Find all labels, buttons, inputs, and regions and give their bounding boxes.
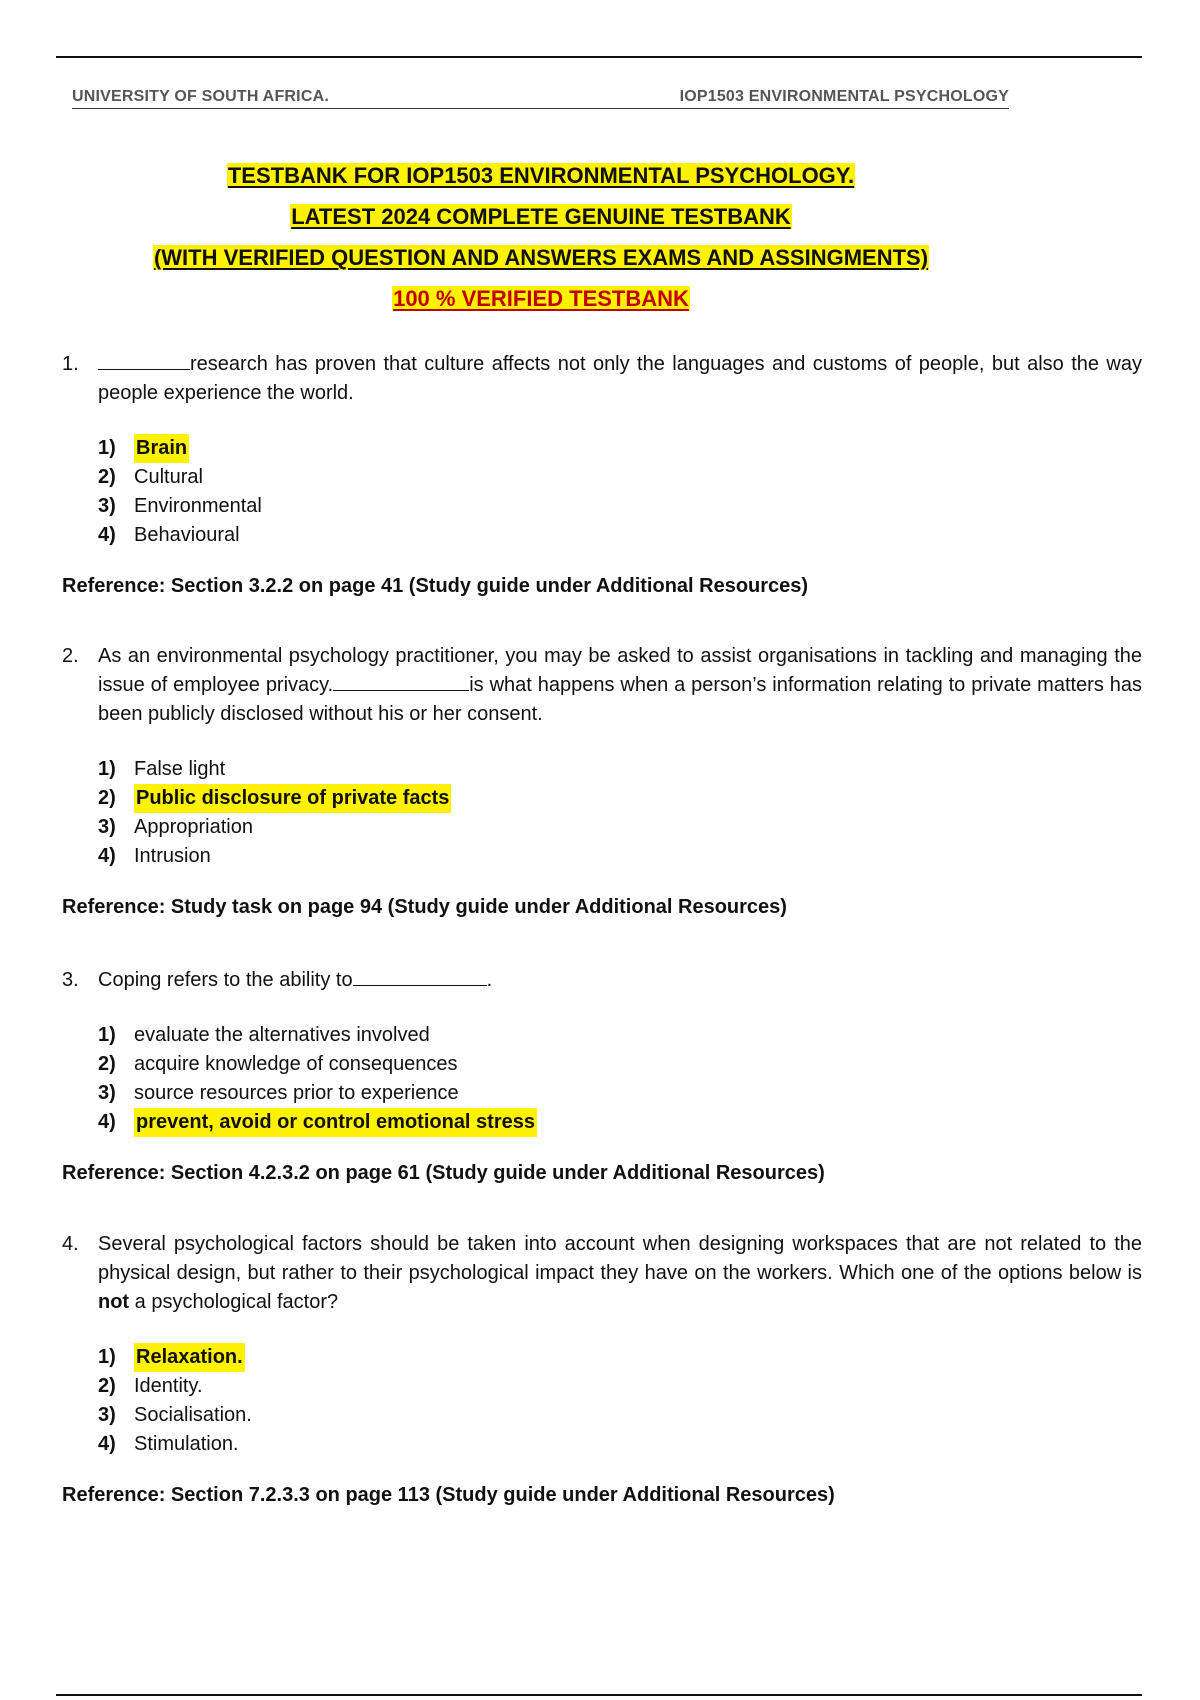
title-line-4: 100 % VERIFIED TESTBANK [393, 286, 689, 311]
option-item: 3) Appropriation [98, 816, 253, 838]
title-line-3: (WITH VERIFIED QUESTION AND ANSWERS EXAMS AND ASSINGMENTS) [153, 245, 929, 270]
option-list [98, 1021, 1142, 1137]
correct-answer: Brain [134, 434, 189, 463]
title-line-1: TESTBANK FOR IOP1503 ENVIRONMENTAL PSYCHOLOGY. [227, 163, 855, 188]
question-4 [62, 1230, 1142, 1510]
answer-blank [98, 351, 190, 370]
question-1 [62, 350, 1142, 601]
title-line-2: LATEST 2024 COMPLETE GENUINE TESTBANK [291, 204, 791, 229]
option-item: 3) source resources prior to experience [98, 1082, 459, 1104]
document-title [0, 155, 1082, 319]
option-item: 2) Public disclosure of private facts [98, 784, 1142, 813]
option-item: 4) Behavioural [98, 524, 240, 546]
top-rule [56, 56, 1142, 58]
option-list [98, 1343, 1142, 1459]
running-header [72, 88, 1009, 109]
reference-line: Reference: Section 3.2.2 on page 41 (Study guide under Additional Resources) [62, 575, 809, 597]
reference-line: Reference: Section 7.2.3.3 on page 113 (Study guide under Additional Resources) [62, 1484, 835, 1506]
option-item: 3) Socialisation. [98, 1404, 252, 1426]
option-item: 4) Intrusion [98, 845, 211, 867]
option-list [98, 755, 1142, 871]
question-2 [62, 642, 1142, 922]
question-number: 4. [62, 1233, 79, 1255]
correct-answer: Public disclosure of private facts [134, 784, 451, 813]
header-institution: UNIVERSITY OF SOUTH AFRICA. [72, 88, 329, 105]
answer-blank [333, 672, 469, 691]
option-item: 2) Identity. [98, 1375, 203, 1397]
option-list [98, 434, 1142, 550]
question-number: 3. [62, 969, 79, 991]
answer-blank [353, 967, 487, 986]
question-text: Several psychological factors should be taken into account when designing workspaces that are not related to the physical design, but rather to their psychological impact they have on the workers. Which one of the options below is not a psychological factor? [98, 1233, 1142, 1313]
option-item: 4) Stimulation. [98, 1433, 239, 1455]
question-number: 1. [62, 353, 79, 375]
reference-line: Reference: Section 4.2.3.2 on page 61 (Study guide under Additional Resources) [62, 1162, 825, 1184]
option-item: 2) Cultural [98, 466, 203, 488]
reference-line: Reference: Study task on page 94 (Study guide under Additional Resources) [62, 896, 787, 918]
header-course: IOP1503 ENVIRONMENTAL PSYCHOLOGY [679, 88, 1009, 105]
option-item: 2) acquire knowledge of consequences [98, 1053, 458, 1075]
option-item: 1) Relaxation. [98, 1343, 1142, 1372]
emphasis-not: not [98, 1291, 130, 1313]
question-3 [62, 966, 1142, 1188]
question-text: research has proven that culture affects not only the languages and customs of people, but also the way people experience the world. [98, 353, 1142, 404]
option-item: 4) prevent, avoid or control emotional stress [98, 1108, 1142, 1137]
question-number: 2. [62, 645, 79, 667]
option-item: 3) Environmental [98, 495, 262, 517]
bottom-rule [56, 1694, 1142, 1696]
correct-answer: prevent, avoid or control emotional stress [134, 1108, 537, 1137]
option-item: 1) False light [98, 758, 226, 780]
option-item: 1) evaluate the alternatives involved [98, 1024, 430, 1046]
correct-answer: Relaxation. [134, 1343, 245, 1372]
question-text: As an environmental psychology practitioner, you may be asked to assist organisations in tackling and managing the issue of employee privacy. is what happens when a person’s information relating to private matters has been publicly disclosed without his or her consent. [98, 645, 1142, 725]
question-text: Coping refers to the ability to . [98, 969, 493, 991]
option-item: 1) Brain [98, 434, 1142, 463]
